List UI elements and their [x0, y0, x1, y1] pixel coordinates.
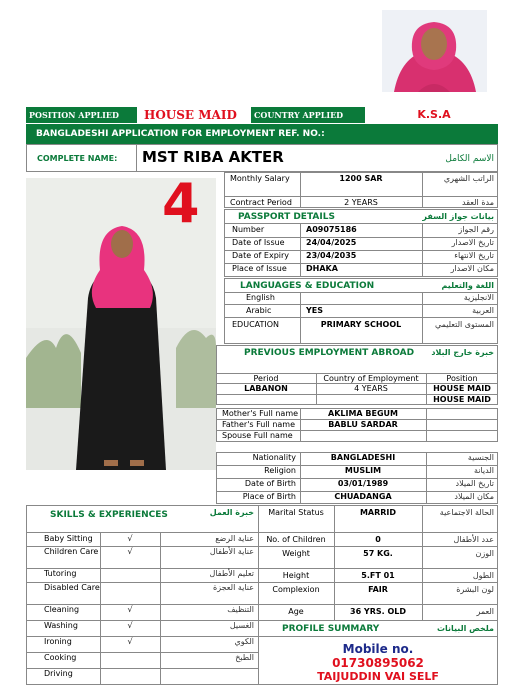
english-ar: الانجليزية	[463, 293, 494, 302]
personal-row-value: CHUADANGA	[334, 492, 392, 501]
col-country: Country of Employment	[323, 374, 419, 383]
personal-row-label: Date of Birth	[244, 479, 296, 488]
physical-row-label: Age	[288, 607, 304, 616]
physical-row-label: Complexion	[272, 585, 320, 594]
skill-label: Disabled Care	[44, 583, 100, 592]
passport-photo	[382, 10, 487, 92]
physical-row-value: MARRID	[359, 508, 397, 517]
physical-row-value: 5.FT 01	[361, 571, 395, 580]
row-divider	[258, 604, 498, 605]
passport-row-ar: تاريخ الانتهاء	[454, 251, 494, 260]
row-divider	[258, 546, 498, 547]
position-applied-value: HOUSE MAID	[144, 108, 237, 122]
skills-header: SKILLS & EXPERIENCES	[50, 510, 168, 520]
employment-position: HOUSE MAID	[433, 384, 491, 393]
passport-row-value: A09075186	[306, 225, 357, 234]
col-divider	[334, 505, 335, 620]
complete-name-value: MST RIBA AKTER	[142, 148, 284, 166]
personal-row-ar: الديانة	[473, 466, 494, 475]
physical-row-value: FAIR	[368, 585, 388, 594]
skill-check: √	[127, 547, 133, 556]
physical-row-ar: لون البشرة	[456, 585, 494, 594]
arabic-ar: العربية	[472, 306, 494, 315]
skill-label: Baby Sitting	[44, 534, 93, 543]
passport-row-label: Number	[232, 225, 265, 234]
skill-label: Tutoring	[44, 569, 77, 578]
row-divider	[258, 582, 498, 583]
physical-row-label: No. of Children	[266, 535, 326, 544]
skill-ar: الكوي	[234, 637, 254, 646]
applicant-number: 4	[162, 172, 200, 235]
physical-row-value: 36 YRS. OLD	[350, 607, 406, 616]
employment-period: LABANON	[244, 384, 288, 393]
col-divider	[422, 505, 423, 620]
skills-header-ar: خبرة العمل	[209, 508, 254, 517]
physical-row-value: 0	[375, 535, 381, 544]
skill-ar: التنظيف	[227, 605, 254, 614]
passport-row-ar: مكان الاصدار	[450, 264, 494, 273]
physical-row-ar: العمر	[476, 607, 494, 616]
skill-ar: عناية العجزة	[213, 583, 254, 592]
personal-row-value: BANGLADESHI	[330, 453, 396, 462]
personal-row-ar: مكان الميلاد	[454, 492, 494, 501]
passport-row-value: 23/04/2035	[306, 251, 357, 260]
mobile-label: Mobile no.	[342, 642, 414, 656]
skill-check: √	[127, 621, 133, 630]
skill-check: √	[127, 605, 133, 614]
physical-row-ar: الحالة الاجتماعية	[439, 508, 494, 517]
profile-header: PROFILE SUMMARY	[282, 624, 380, 634]
skill-check: √	[127, 637, 133, 646]
prev-employment-header-ar: خبرة خارج البلاد	[431, 348, 494, 357]
passport-row-label: Date of Expiry	[232, 251, 290, 260]
salary-ar: الراتب الشهري	[443, 174, 494, 183]
contract-period-label: Contract Period	[230, 198, 292, 207]
contract-period-value: 2 YEARS	[344, 198, 378, 207]
spouse-label: Spouse Full name	[222, 431, 293, 440]
personal-row-value: 03/01/1989	[337, 479, 389, 488]
personal-row-ar: الجنسية	[467, 453, 494, 462]
mother-label: Mother's Full name	[222, 409, 299, 418]
skill-check: √	[127, 534, 133, 543]
mobile-number: 01730895062	[332, 656, 424, 670]
skill-label: Cooking	[44, 653, 77, 662]
col-divider	[160, 532, 161, 685]
english-label: English	[246, 293, 275, 302]
physical-row-value: 57 KG.	[363, 549, 393, 558]
salary-label: Monthly Salary	[230, 174, 290, 183]
arabic-value: YES	[306, 306, 324, 315]
skill-label: Driving	[44, 669, 73, 678]
col-position: Position	[446, 374, 478, 383]
salary-value: 1200 SAR	[339, 174, 383, 183]
application-title: BANGLADESHI APPLICATION FOR EMPLOYMENT REF. NO.:	[36, 129, 325, 139]
physical-row-label: Height	[282, 571, 310, 580]
education-label: EDUCATION	[232, 320, 280, 329]
skill-label: Ironing	[44, 637, 72, 646]
mother-value: AKLIMA BEGUM	[328, 409, 398, 418]
passport-row-value: 24/04/2025	[306, 238, 357, 247]
skill-ar: الغسيل	[229, 621, 254, 630]
skill-label: Children Care	[44, 547, 99, 556]
passport-row-label: Place of Issue	[232, 264, 287, 273]
passport-row-ar: رقم الجواز	[458, 225, 494, 234]
physical-row-ar: عدد الأطفال	[453, 535, 494, 544]
position-applied-label: POSITION APPLIED	[29, 110, 119, 120]
employment-position-2: HOUSE MAID	[433, 395, 491, 404]
father-label: Father's Full name	[222, 420, 296, 429]
profile-header-ar: ملخص البيانات	[436, 624, 494, 633]
contract-period-ar: مدة العقد	[462, 198, 494, 207]
languages-header-ar: اللغة والتعليم	[441, 281, 494, 290]
passport-header-ar: بيانات جواز السفر	[422, 212, 494, 221]
country-applied-label: COUNTRY APPLIED	[254, 110, 344, 120]
personal-row-value: MUSLIM	[344, 466, 382, 475]
father-value: BABLU SARDAR	[328, 420, 398, 429]
col-period: Period	[253, 374, 279, 383]
complete-name-ar: الاسم الكامل	[445, 154, 494, 164]
passport-row-value: DHAKA	[306, 264, 338, 273]
personal-row-label: Religion	[264, 466, 296, 475]
passport-row-ar: تاريخ الاصدار	[451, 238, 494, 247]
complete-name-label: COMPLETE NAME:	[37, 154, 118, 163]
employment-country: 4 YEARS	[354, 384, 388, 393]
personal-row-label: Place of Birth	[242, 492, 296, 501]
row-divider	[258, 532, 498, 533]
skill-ar: عناية الأطفال	[209, 547, 254, 556]
arabic-label: Arabic	[246, 306, 272, 315]
education-ar: المستوى التعليمي	[434, 320, 494, 329]
skill-ar: تعليم الأطفال	[209, 569, 254, 578]
physical-row-label: Marital Status	[268, 508, 324, 517]
prev-employment-header: PREVIOUS EMPLOYMENT ABROAD	[244, 348, 415, 358]
skill-ar: عناية الرضع	[215, 534, 254, 543]
skill-ar: الطبخ	[235, 653, 254, 662]
skill-label: Cleaning	[44, 605, 80, 614]
personal-row-ar: تاريخ الميلاد	[455, 479, 494, 488]
skill-label: Washing	[44, 621, 78, 630]
physical-row-label: Weight	[282, 549, 310, 558]
passport-row-label: Date of Issue	[232, 238, 285, 247]
row-divider	[258, 568, 498, 569]
education-value: PRIMARY SCHOOL	[320, 320, 402, 329]
physical-row-ar: الطول	[472, 571, 494, 580]
country-applied-value: K.S.A	[417, 108, 451, 121]
passport-header: PASSPORT DETAILS	[238, 212, 335, 222]
agent-name: TAIJUDDIN VAI SELF	[317, 670, 439, 683]
personal-row-label: Nationality	[252, 453, 296, 462]
languages-header: LANGUAGES & EDUCATION	[240, 281, 375, 291]
physical-row-ar: الوزن	[475, 549, 494, 558]
